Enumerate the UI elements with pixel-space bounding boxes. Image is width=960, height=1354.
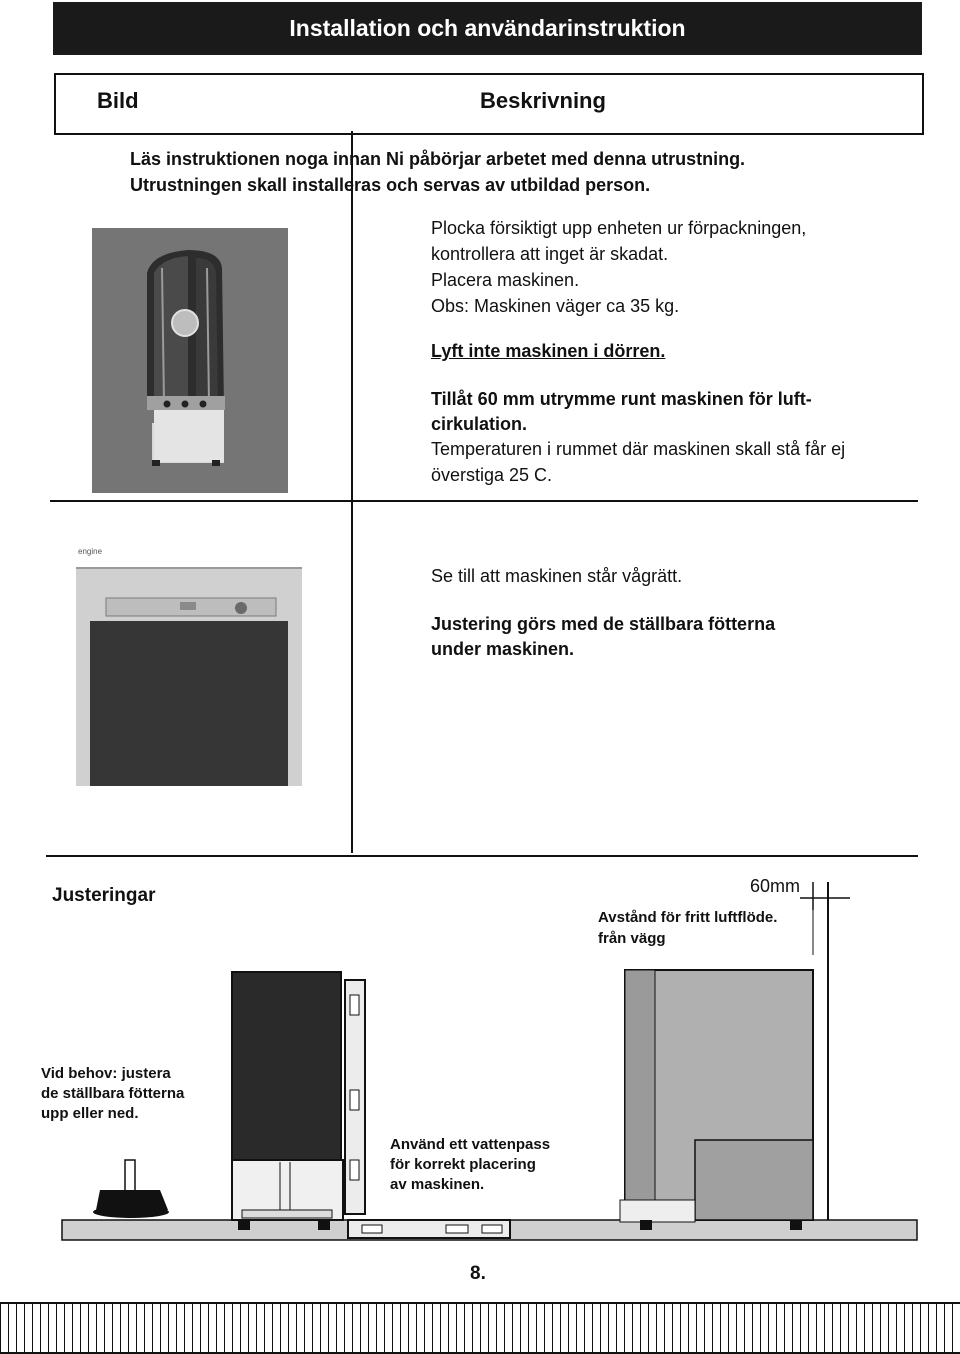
air-line-1: Tillåt 60 mm utrymme runt maskinen för luft- (431, 389, 812, 409)
air-line-2: cirkulation. (431, 414, 528, 434)
level-photo (76, 553, 302, 786)
distance-line-1: Avstånd för fritt luftflöde. (598, 909, 778, 926)
unpack-line-2: kontrollera att inget är skadat. (431, 244, 669, 264)
level-note-line-3: av maskinen. (390, 1176, 485, 1193)
temp-line-2: överstiga 25 C. (431, 465, 553, 485)
adjustments-title: Justeringar (52, 885, 156, 906)
place-machine: Placera maskinen. (431, 270, 580, 290)
temp-line-1: Temperaturen i rummet där maskinen skall stå får ej (431, 439, 846, 459)
section-divider-1 (50, 500, 918, 502)
column-header-description: Beskrivning (480, 88, 606, 113)
lift-warning: Lyft inte maskinen i dörren. (431, 341, 666, 361)
feet-note-line-3: upp eller ned. (41, 1105, 139, 1122)
distance-line-2: från vägg (598, 930, 666, 947)
page-number: 8. (470, 1263, 486, 1284)
column-divider (351, 131, 353, 853)
machine-photo (92, 228, 288, 493)
bottom-decorative-strip (0, 1302, 960, 1354)
dimension-label: 60mm (750, 876, 801, 896)
unpack-line-1: Plocka försiktigt upp enheten ur förpackningen, (431, 218, 807, 238)
weight-note: Obs: Maskinen väger ca 35 kg. (431, 296, 680, 316)
level-note-line-1: Använd ett vattenpass (390, 1136, 551, 1153)
page-title: Installation och användarinstruktion (289, 15, 686, 41)
level-note-line-2: för korrekt placering (390, 1156, 536, 1173)
feet-note-line-1: Vid behov: justera (41, 1065, 171, 1082)
intro-line-1: Läs instruktionen noga innan Ni påbörjar arbetet med denna utrustning. (130, 149, 746, 169)
level-instruction: Se till att maskinen står vågrätt. (431, 566, 683, 586)
intro-line-2: Utrustningen skall installeras och servas av utbildad person. (130, 175, 651, 195)
section-divider-2 (46, 855, 918, 857)
header-bar (53, 2, 922, 55)
adjust-line-1: Justering görs med de ställbara fötterna (431, 614, 776, 634)
feet-note-line-2: de ställbara fötterna (41, 1085, 185, 1102)
photo-caption: engine (78, 547, 103, 556)
column-header-image: Bild (97, 88, 139, 113)
adjust-line-2: under maskinen. (431, 639, 575, 659)
